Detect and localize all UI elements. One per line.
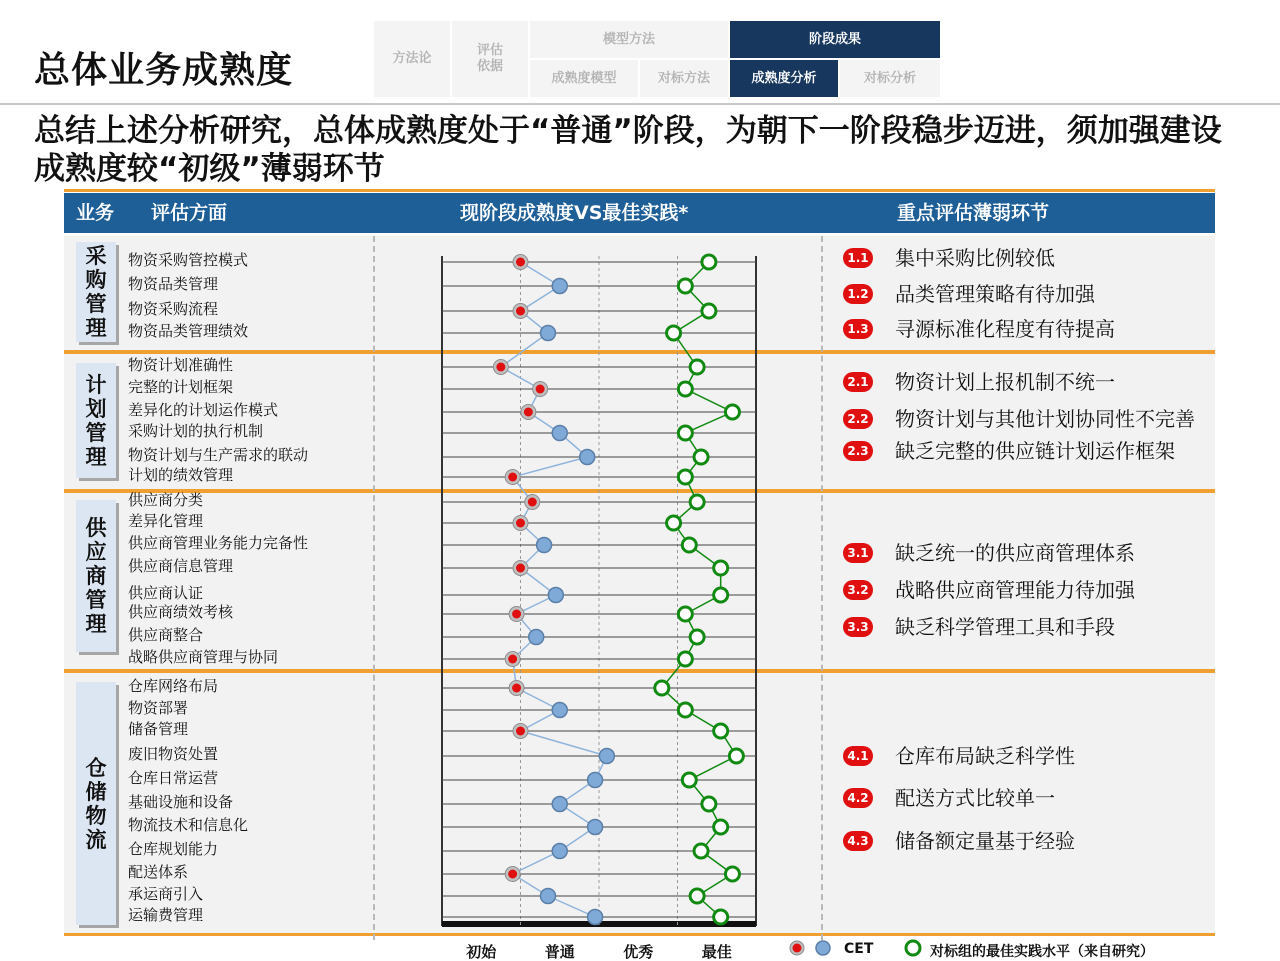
best-practice-point (678, 470, 692, 484)
cet-point (599, 749, 614, 764)
x-axis-stage-label: 初始 (466, 943, 497, 960)
weak-link-number: 3.2 (843, 580, 873, 600)
cet-point-weak-core (512, 684, 521, 693)
business-label: 采 购 管 理 (85, 244, 107, 340)
cet-point-weak-core (536, 385, 545, 394)
best-practice-point (725, 405, 739, 419)
business-label: 供 应 商 管 理 (85, 516, 107, 636)
aspect-item: 储备管理 (128, 720, 189, 738)
cet-point-weak-core (516, 519, 525, 528)
cet-point (552, 426, 567, 441)
aspect-item: 物资采购流程 (128, 300, 219, 318)
legend-best-label: 对标组的最佳实践水平（来自研究） (930, 944, 1154, 960)
best-practice-point (702, 255, 716, 269)
aspect-item: 完整的计划框架 (128, 378, 234, 396)
aspect-item: 承运商引入 (128, 885, 204, 903)
cet-point-weak-core (512, 610, 521, 619)
aspect-item: 基础设施和设备 (128, 793, 234, 811)
aspect-item: 配送体系 (128, 863, 189, 881)
aspect-item: 物资采购管控模式 (128, 251, 249, 269)
weak-link-number: 4.3 (843, 831, 873, 851)
best-practice-point (690, 630, 704, 644)
nav-maturity-model[interactable]: 成熟度模型 (530, 60, 638, 97)
nav-basis[interactable]: 评估依据 (452, 21, 528, 97)
nav-benchmark-method[interactable]: 对标方法 (640, 60, 728, 97)
page-title: 总体业务成熟度 (34, 50, 294, 91)
best-practice-point (667, 516, 681, 530)
cet-point (588, 910, 603, 925)
cet-point-weak-core (508, 473, 517, 482)
legend-cet-marker (816, 941, 830, 955)
aspect-item: 采购计划的执行机制 (128, 422, 264, 440)
weak-link-number: 1.1 (843, 248, 873, 268)
header-chart: 现阶段成熟度VS最佳实践* (460, 202, 689, 224)
aspect-item: 物资品类管理 (128, 275, 219, 293)
legend-cet-weak-core (793, 944, 802, 953)
x-axis-stage-label: 最佳 (701, 943, 732, 960)
page-subtitle: 总结上述分析研究，总体成熟度处于“普通”阶段，为朝下一阶段稳步迈进，须加强建设成熟度较“初级”薄弱环节 (34, 113, 1222, 187)
aspect-item: 计划的绩效管理 (128, 466, 234, 484)
weak-link-text: 缺乏统一的供应商管理体系 (895, 541, 1135, 565)
x-axis-stage-label: 普通 (544, 943, 575, 960)
best-practice-point (714, 910, 728, 924)
aspect-item: 供应商认证 (128, 584, 204, 602)
cet-point-weak-core (528, 498, 537, 507)
weak-link-text: 物资计划上报机制不统一 (895, 370, 1115, 394)
best-practice-point (690, 360, 704, 374)
aspect-item: 战略供应商管理与协同 (128, 648, 279, 666)
best-practice-point (714, 588, 728, 602)
best-practice-point (678, 382, 692, 396)
weak-link-text: 集中采购比例较低 (895, 246, 1055, 270)
nav-model-method[interactable]: 模型方法 (530, 21, 728, 58)
aspect-item: 物资计划与生产需求的联动 (128, 446, 309, 464)
aspect-item: 供应商绩效考核 (128, 603, 234, 621)
aspect-item: 供应商管理业务能力完备性 (128, 534, 309, 552)
best-practice-point (725, 867, 739, 881)
cet-point-weak-core (496, 363, 505, 372)
best-practice-point (714, 561, 728, 575)
aspect-item: 物资计划准确性 (128, 356, 234, 374)
aspect-item: 供应商信息管理 (128, 557, 234, 575)
cet-point-weak-core (516, 727, 525, 736)
cet-point (529, 630, 544, 645)
legend-best-marker (906, 941, 920, 955)
business-label: 仓 储 物 流 (85, 755, 107, 852)
header-business: 业务 (76, 202, 115, 224)
nav-methodology[interactable]: 方法论 (374, 21, 450, 97)
best-practice-point (667, 326, 681, 340)
best-practice-point (678, 703, 692, 717)
aspect-item: 供应商整合 (128, 626, 204, 644)
cet-point-weak-core (524, 408, 533, 417)
weak-link-number: 2.2 (843, 409, 873, 429)
weak-link-number: 2.1 (843, 372, 873, 392)
weak-link-text: 物资计划与其他计划协同性不完善 (895, 407, 1195, 431)
best-practice-point (694, 844, 708, 858)
cet-point (552, 844, 567, 859)
weak-link-text: 战略供应商管理能力待加强 (895, 578, 1135, 602)
best-practice-point (682, 773, 696, 787)
aspect-item: 仓库日常运营 (128, 769, 219, 787)
weak-link-number: 2.3 (843, 441, 873, 461)
cet-point (540, 326, 555, 341)
best-practice-point (694, 450, 708, 464)
aspect-item: 供应商分类 (128, 491, 204, 509)
cet-point-weak-core (516, 564, 525, 573)
weak-link-number: 3.3 (843, 617, 873, 637)
aspect-item: 差异化管理 (128, 512, 204, 530)
best-practice-point (682, 538, 696, 552)
nav-benchmark-analysis[interactable]: 对标分析 (840, 60, 940, 97)
x-axis-stage-label: 优秀 (623, 943, 654, 960)
cet-point (537, 538, 552, 553)
nav-stage-result[interactable]: 阶段成果 (730, 21, 940, 58)
cet-point (552, 279, 567, 294)
cet-point-weak-core (508, 870, 517, 879)
weak-link-number: 1.3 (843, 319, 873, 339)
best-practice-point (729, 749, 743, 763)
header-aspect: 评估方面 (151, 202, 228, 224)
aspect-item: 物资品类管理绩效 (128, 322, 249, 340)
nav-maturity-analysis[interactable]: 成熟度分析 (730, 60, 838, 97)
aspect-item: 仓库规划能力 (128, 840, 219, 858)
best-practice-point (678, 279, 692, 293)
weak-link-number: 4.2 (843, 788, 873, 808)
best-practice-point (714, 724, 728, 738)
aspect-item: 废旧物资处置 (128, 745, 219, 763)
weak-link-text: 品类管理策略有待加强 (895, 282, 1095, 306)
best-practice-point (690, 495, 704, 509)
weak-link-number: 1.2 (843, 284, 873, 304)
best-practice-point (678, 426, 692, 440)
weak-link-text: 寻源标准化程度有待提高 (895, 317, 1115, 341)
best-practice-point (714, 820, 728, 834)
best-practice-point (702, 304, 716, 318)
cet-point (580, 450, 595, 465)
aspect-item: 差异化的计划运作模式 (128, 401, 279, 419)
weak-link-text: 储备额定量基于经验 (895, 829, 1075, 853)
cet-point (540, 889, 555, 904)
best-practice-point (702, 797, 716, 811)
best-practice-point (678, 607, 692, 621)
weak-link-text: 缺乏科学管理工具和手段 (895, 615, 1115, 639)
aspect-item: 运输费管理 (128, 906, 204, 924)
business-label: 计 划 管 理 (85, 372, 107, 469)
cet-point (548, 588, 563, 603)
best-practice-point (690, 889, 704, 903)
header-weak-links: 重点评估薄弱环节 (897, 202, 1050, 224)
legend-cet-label: CET (844, 941, 874, 957)
aspect-item: 物流技术和信息化 (128, 816, 249, 834)
best-practice-point (655, 681, 669, 695)
cet-point-weak-core (508, 655, 517, 664)
weak-link-text: 仓库布局缺乏科学性 (895, 744, 1075, 768)
cet-point-weak-core (516, 258, 525, 267)
cet-point-weak-core (516, 307, 525, 316)
cet-point (588, 773, 603, 788)
cet-point (552, 797, 567, 812)
aspect-item: 仓库网络布局 (128, 677, 219, 695)
weak-link-number: 3.1 (843, 543, 873, 563)
aspect-item: 物资部署 (128, 699, 189, 717)
cet-point (552, 703, 567, 718)
weak-link-number: 4.1 (843, 746, 873, 766)
weak-link-text: 配送方式比较单一 (895, 786, 1055, 810)
cet-point (588, 820, 603, 835)
best-practice-point (678, 652, 692, 666)
weak-link-text: 缺乏完整的供应链计划运作框架 (895, 439, 1175, 463)
